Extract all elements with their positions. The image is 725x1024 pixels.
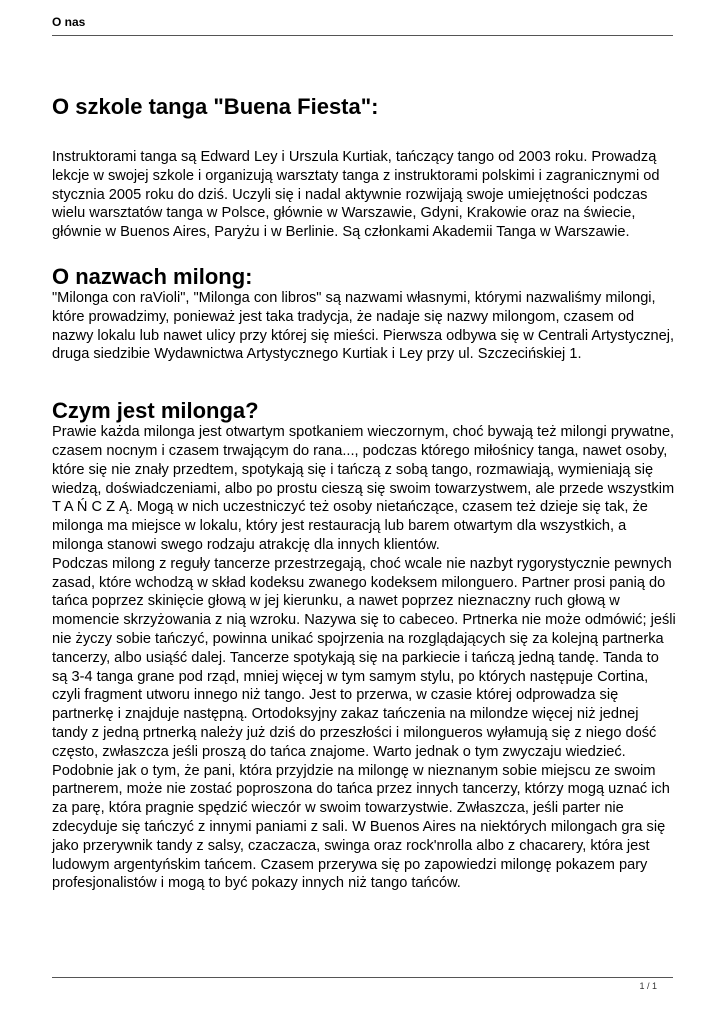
section-heading-what-is-milonga: Czym jest milonga? <box>52 398 259 424</box>
section-paragraph-about-school: Instruktorami tanga są Edward Ley i Urszula Kurtiak, tańczący tango od 2003 roku. Prowadzą lekcje w swojej szkole i organizują warsztaty tanga z instruktorami polskimi i zagranicznymi od stycznia 2005 roku do dziś. Uczyli się i nadal aktywnie rozwijają swoje umiejętności podczas wielu warsztatów tanga w Polsce, głównie w Warszawie, Gdyni, Krakowie oraz na świecie, głównie w Buenos Aires, Paryżu i w Berlinie. Są członkami Akademii Tanga w Warszawie. <box>52 149 660 241</box>
section-paragraph-what-is-milonga-2: Podczas milong z reguły tancerze przestrzegają, choć wcale nie nazbyt rygorystycznie pewnych zasad, które wchodzą w skład kodeksu zwanego kodeksem milonguero. Partner prosi panią do tańca poprzez skinięcie głową w jej kierunku, a nawet poprzez nieznaczny ruch głową w momencie skrzyżowania z nią wzroku. Nazywa się to cabeceo. Prtnerka nie może odmówić; jeśli nie życzy sobie tańczyć, powinna unikać spojrzenia na rozglądających się za kolejną partnerka tancerzy, albo usiąść dalej. Tancerze spotykają się na parkiecie i tańczą jedną tandę. Tanda to są 3-4 tanga grane pod rząd, mniej więcej w tym samym stylu, po których następuje Cortina, czyli fragment utworu innego niż tango. Jest to przerwa, w czasie której odprowadza się partnerkę i znajduje następną. Ortodoksyjny zakaz tańczenia na milondze więcej niż jednej tandy z jedną prtnerką należy już dziś do przeszłości i milongueros wyłamują się z niego dość często, zwłaszcza jeśli proszą do tańca znajome. Warto jednak o tym zwyczaju wiedzieć. Podobnie jak o tym, że pani, która przyjdzie na milongę w nieznanym sobie miejscu ze swoim partnerem, może nie zostać poproszona do tańca przez innych tancerzy, którzy mogą uznać ich za parę, która pragnie spędzić wieczór w swoim towarzystwie. Zwłaszcza, jeśli parter nie zdecyduje się tańczyć z innymi paniami z sali. W Buenos Aires na niektórych milongach gra się jako przerywnik tandy z salsy, czaczacza, swinga oraz rock'nrolla albo z chacarery, która jest ludowym argentyńskim tańcem. Czasem przerywa się po zapowiedzi milongę pokazem pary profesjonalistów i mogą to być pokazy innych niż tango tańców. <box>52 555 676 892</box>
page-number: 1 / 1 <box>639 981 657 991</box>
running-header: O nas <box>52 15 86 29</box>
header-divider <box>52 35 673 36</box>
section-paragraph-what-is-milonga-1: Prawie każda milonga jest otwartym spotkaniem wieczornym, choć bywają też milongi prywatne, czasem nocnym i czasem trwającym do rana..., podczas którego miłośnicy tanga, nawet osoby, które się nie znały przedtem, spotykają się i tańczą z sobą tango, rozmawiają, wymieniają się wiedzą, doświadczeniami, albo po prostu cieszą się swoim towarzystwem, ale przede wszystkim T A Ń C Z Ą. Mogą w nich uczestniczyć też osoby nietańczące, czasem też dzieje się tak, że milonga ma miejsce w lokalu, który jest restauracją lub barem otwartym dla wszystkich, a milonga stanowi swego rodzaju atrakcję dla innych klientów. <box>52 424 675 553</box>
document-body <box>52 92 677 893</box>
footer-divider <box>52 977 673 978</box>
section-paragraph-milonga-names: "Milonga con raVioli", "Milonga con libros" są nazwami własnymi, którymi nazwaliśmy milongi, które prowadzimy, ponieważ jest taka tradycja, że nadaje się nazwy milongom, czasem od nazwy lokalu lub nawet ulicy przy której się mieści. Pierwsza odbywa się w Centrali Artystycznej, druga siedzibie Wydawnictwa Artystycznego Kurtiak i Ley przy ul. Szczecińskiej 1. <box>52 289 675 363</box>
section-heading-about-school: O szkole tanga "Buena Fiesta": <box>52 94 379 119</box>
section-heading-milonga-names: O nazwach milong: <box>52 263 253 289</box>
